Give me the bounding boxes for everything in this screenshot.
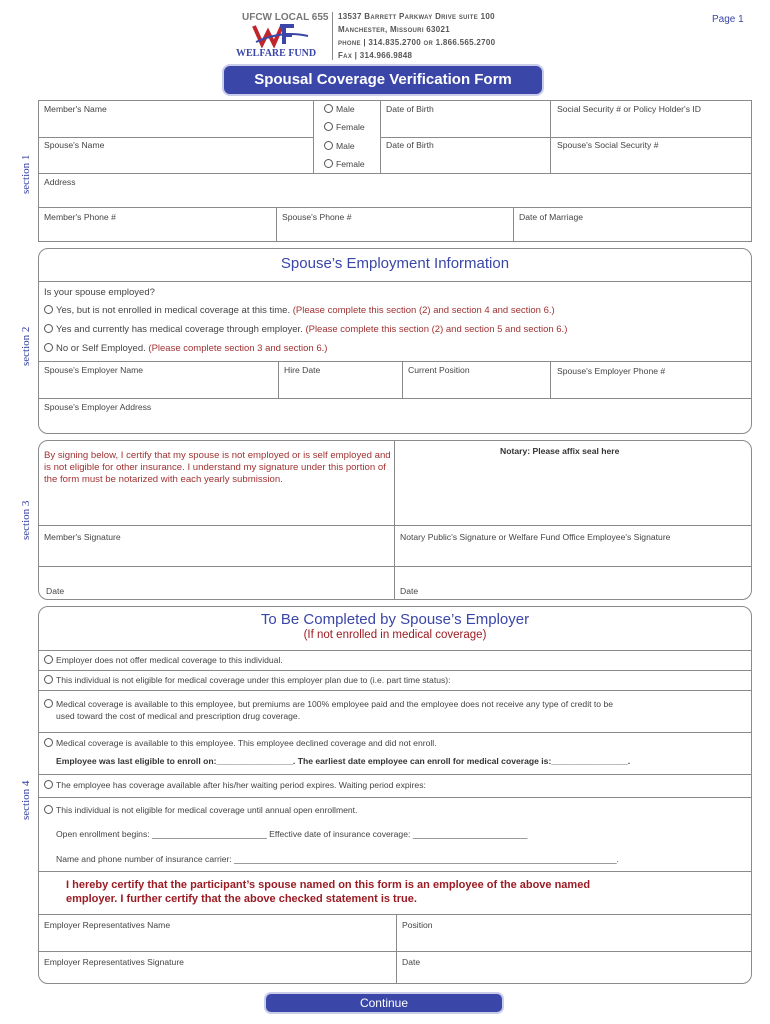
employer-option-2[interactable] (44, 675, 451, 685)
header (230, 8, 550, 64)
radio-icon[interactable] (324, 159, 333, 168)
member-phone-label: Member's Phone # (44, 212, 116, 222)
option-text: No or Self Employed. (56, 343, 146, 354)
member-ssn-label: Social Security # or Policy Holder's ID (557, 104, 701, 114)
address-label: Address (44, 177, 76, 187)
employed-option-2[interactable] (44, 324, 567, 335)
wf-logo-icon (252, 22, 312, 48)
section-4-subheading: (If not enrolled in medical coverage) (303, 629, 487, 641)
radio-icon[interactable] (44, 305, 53, 314)
radio-icon[interactable] (44, 738, 53, 747)
section-4-heading: To Be Completed by Spouse’s Employer (260, 611, 530, 628)
radio-icon[interactable] (44, 324, 53, 333)
open-enrollment-line[interactable]: Open enrollment begins: ________________________ Effective date of insurance coverage: ________________________ (56, 829, 528, 839)
section-2-tag: section 2 (20, 326, 32, 366)
option-note: (Please complete this section (2) and section 4 and section 6.) (292, 305, 555, 316)
radio-icon[interactable] (44, 805, 53, 814)
radio-icon[interactable] (44, 780, 53, 789)
option-text: Employer does not offer medical coverage to this individual. (56, 655, 283, 665)
section-2-heading: Spouse’s Employment Information (280, 255, 510, 272)
female-label: Female (336, 159, 365, 169)
employer-option-5[interactable] (44, 780, 426, 790)
spouse-dob-label: Date of Birth (386, 140, 434, 150)
member-male-option[interactable] (324, 104, 355, 114)
org-top-text: UFCW LOCAL 655 (242, 12, 329, 23)
radio-icon[interactable] (44, 699, 53, 708)
option-text: Yes and currently has medical coverage through employer. (56, 324, 303, 335)
form-title: Spousal Coverage Verification Form (254, 71, 512, 88)
employed-option-1[interactable] (44, 305, 555, 316)
employer-certify-line1: I hereby certify that the participant’s spouse named on this form is an employee of the above named (66, 879, 591, 891)
employer-option-3[interactable] (44, 699, 613, 709)
members-name-label: Member's Name (44, 104, 107, 114)
rep-date-label: Date (402, 957, 421, 967)
option-text: The employee has coverage available after his/her waiting period expires. Waiting period expires: (56, 780, 426, 790)
spouses-name-label: Spouse's Name (44, 140, 105, 150)
spouse-female-option[interactable] (324, 159, 365, 169)
member-dob-label: Date of Birth (386, 104, 434, 114)
insurance-carrier-line[interactable]: Name and phone number of insurance carrier: ________________________________________________________________________________. (56, 854, 619, 864)
radio-icon[interactable] (44, 655, 53, 664)
continue-button[interactable] (264, 992, 504, 1014)
rep-position-label: Position (402, 920, 433, 930)
option-text: This individual is not eligible for medical coverage until annual open enrollment. (56, 805, 358, 815)
radio-icon[interactable] (44, 343, 53, 352)
date-label-left: Date (46, 586, 65, 596)
employer-phone-label: Spouse's Employer Phone # (557, 366, 666, 376)
continue-label: Continue (359, 996, 409, 1010)
option-note: (Please complete section 3 and section 6.) (148, 343, 328, 354)
member-female-option[interactable] (324, 122, 365, 132)
employer-certify-line2: employer. I further certify that the above checked statement is true. (66, 893, 417, 905)
option-text: This individual is not eligible for medical coverage under this employer plan due to (i.e. part time status): (56, 675, 451, 685)
notary-signature-label: Notary Public's Signature or Welfare Fund Office Employee's Signature (400, 532, 671, 542)
employed-option-3[interactable] (44, 343, 327, 354)
employed-question: Is your spouse employed? (44, 287, 155, 298)
option-text: Medical coverage is available to this employee, but premiums are 100% employee paid and the employee does not receive any type of credit to be (56, 699, 614, 709)
radio-icon[interactable] (324, 122, 333, 131)
hire-date-label: Hire Date (284, 365, 321, 375)
radio-icon[interactable] (324, 104, 333, 113)
section-1-tag: section 1 (20, 154, 32, 194)
enroll-dates-line[interactable]: Employee was last eligible to enroll on:________________. The earliest date employee can enroll for medical coverage is:________________. (56, 756, 631, 766)
page-label: Page 1 (712, 14, 744, 25)
section-4-tag: section 4 (20, 780, 32, 820)
employer-address-label: Spouse's Employer Address (44, 402, 152, 412)
section-3-tag: section 3 (20, 500, 32, 540)
employer-option-1[interactable] (44, 655, 283, 665)
date-label-right: Date (400, 586, 419, 596)
employer-option-3-cont: used toward the cost of medical and prescription drug coverage. (56, 711, 301, 721)
current-position-label: Current Position (408, 365, 470, 375)
rep-signature-label: Employer Representatives Signature (44, 957, 184, 967)
option-text: Yes, but is not enrolled in medical coverage at this time. (56, 305, 291, 316)
male-label: Male (336, 141, 355, 151)
address-line2: Manchester, Missouri 63021 (338, 25, 451, 34)
rep-name-label: Employer Representatives Name (44, 920, 171, 930)
employer-option-4[interactable] (44, 738, 437, 748)
spouse-phone-label: Spouse's Phone # (282, 212, 352, 222)
female-label: Female (336, 122, 365, 132)
employer-name-label: Spouse's Employer Name (44, 365, 144, 375)
member-signature-label: Member's Signature (44, 532, 121, 542)
wf-logo (252, 22, 312, 48)
address-line4: Fax | 314.966.9848 (338, 51, 413, 60)
marriage-date-label: Date of Marriage (519, 212, 584, 222)
form-title-banner (222, 64, 544, 96)
org-bottom-text: WELFARE FUND (236, 48, 317, 59)
header-divider (332, 12, 333, 60)
option-note: (Please complete this section (2) and section 5 and section 6.) (305, 324, 568, 335)
male-label: Male (336, 104, 355, 114)
notary-seal-label: Notary: Please affix seal here (500, 446, 620, 456)
spouse-ssn-label: Spouse's Social Security # (557, 140, 659, 150)
radio-icon[interactable] (44, 675, 53, 684)
address-line1: 13537 Barrett Parkway Drive suite 100 (338, 12, 495, 21)
address-line3: phone | 314.835.2700 or 1.866.565.2700 (338, 38, 496, 47)
option-text: Medical coverage is available to this employee. This employee declined coverage and did not enroll. (56, 738, 437, 748)
employer-option-6[interactable] (44, 805, 357, 815)
spouse-male-option[interactable] (324, 141, 355, 151)
section-3-certify-text: By signing below, I certify that my spouse is not employed or is self employed and is not eligible for other insurance. I understand my signature under this portion of the form must be notarized with each yearly submission. (44, 450, 391, 485)
radio-icon[interactable] (324, 141, 333, 150)
section-1-box (38, 100, 752, 242)
